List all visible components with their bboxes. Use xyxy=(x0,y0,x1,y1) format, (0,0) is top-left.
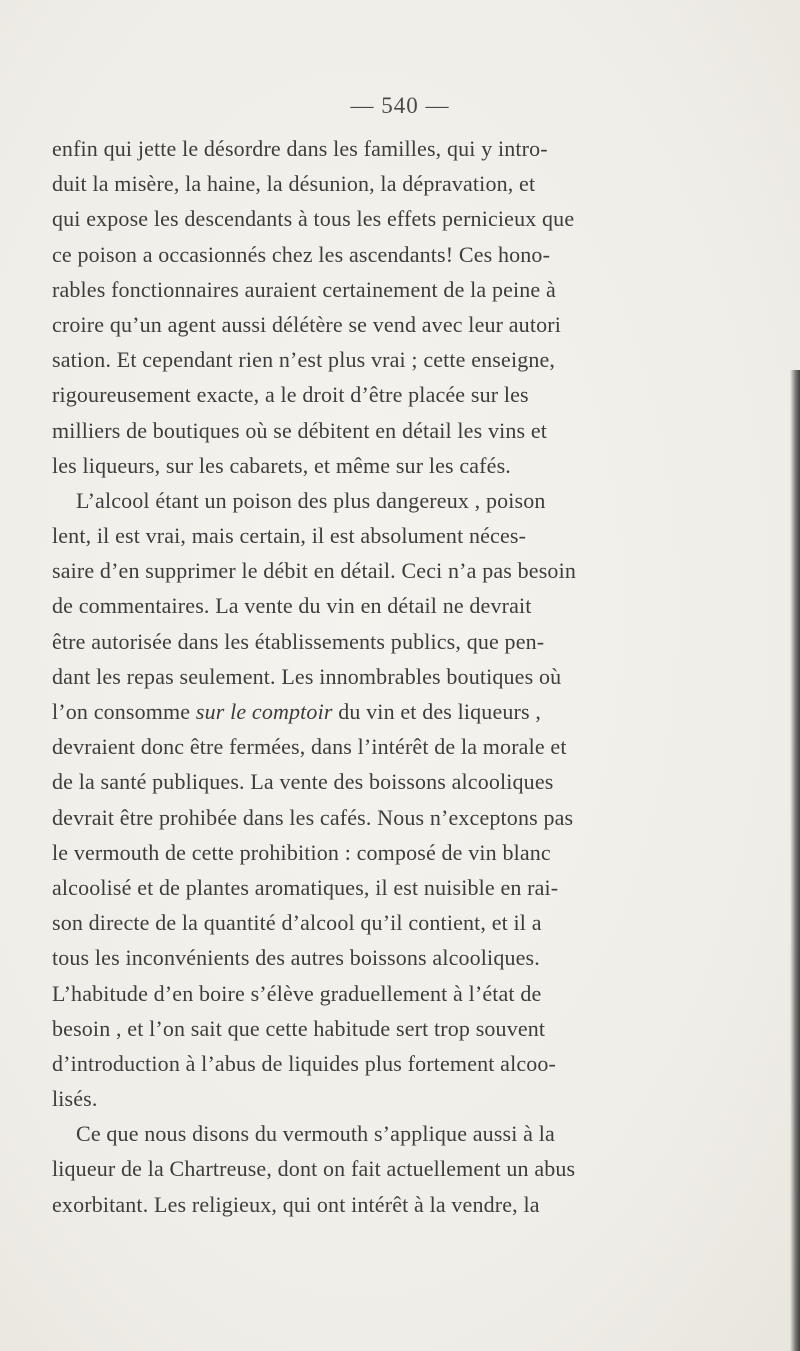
text-line xyxy=(52,307,792,342)
text-segment: lisés. xyxy=(52,1086,98,1112)
text-segment: L’habitude d’en boire s’élève graduellement à l’état de xyxy=(52,980,542,1006)
text-segment: son directe de la quantité d’alcool qu’il contient, et il a xyxy=(52,910,542,936)
text-line xyxy=(52,1011,792,1046)
text-line xyxy=(52,448,792,483)
text-segment: l’on consomme xyxy=(52,699,196,724)
text-line xyxy=(52,1046,792,1081)
text-segment: ce poison a occasionnés chez les ascendants! Ces hono- xyxy=(52,241,551,267)
text-line xyxy=(52,413,792,448)
text-line xyxy=(52,659,792,694)
text-line xyxy=(52,800,792,835)
text-segment: le vermouth de cette prohibition : composé de vin blanc xyxy=(52,839,551,865)
text-segment: besoin , et l’on sait que cette habitude sert trop souvent xyxy=(52,1015,546,1041)
text-line xyxy=(52,624,792,659)
page-number: — 540 — xyxy=(350,93,450,118)
text-segment: du vin et des liqueurs , xyxy=(332,699,542,724)
text-line xyxy=(52,518,792,553)
text-segment: d’introduction à l’abus de liquides plus fortement alcoo- xyxy=(52,1050,557,1076)
text-segment: tous les inconvénients des autres boissons alcooliques. xyxy=(52,945,540,971)
text-line xyxy=(52,483,792,518)
body-text xyxy=(52,131,792,1222)
italic-text-segment: sur le comptoir xyxy=(195,699,333,724)
text-line xyxy=(52,377,792,412)
text-segment: de la santé publiques. La vente des boissons alcooliques xyxy=(52,769,554,795)
text-line xyxy=(52,1187,792,1222)
text-segment: Ce que nous disons du vermouth s’applique aussi à la xyxy=(76,1121,555,1147)
text-segment: de commentaires. La vente du vin en détail ne devrait xyxy=(52,593,532,619)
text-line xyxy=(52,588,792,623)
text-line xyxy=(52,976,792,1011)
text-segment: sation. Et cependant rien n’est plus vrai ; cette enseigne, xyxy=(52,347,556,373)
text-line xyxy=(52,870,792,905)
text-line xyxy=(52,940,792,975)
text-line xyxy=(52,764,792,799)
text-segment: liqueur de la Chartreuse, dont on fait actuellement un abus xyxy=(52,1156,576,1182)
text-line xyxy=(52,694,792,729)
text-segment: rables fonctionnaires auraient certainement de la peine à xyxy=(52,276,556,302)
text-segment: duit la misère, la haine, la désunion, la dépravation, et xyxy=(52,171,536,197)
text-segment: les liqueurs, sur les cabarets, et même sur les cafés. xyxy=(52,452,511,478)
text-line xyxy=(52,729,792,764)
text-line xyxy=(52,272,792,307)
text-segment: qui expose les descendants à tous les effets pernicieux que xyxy=(52,206,575,232)
text-line xyxy=(52,342,792,377)
text-segment: alcoolisé et de plantes aromatiques, il est nuisible en rai- xyxy=(52,874,559,900)
text-segment: être autorisée dans les établissements publics, que pen- xyxy=(52,628,545,654)
text-segment: lent, il est vrai, mais certain, il est absolument néces- xyxy=(52,523,527,549)
text-line xyxy=(52,1081,792,1116)
text-line xyxy=(52,166,792,201)
text-segment: milliers de boutiques où se débitent en détail les vins et xyxy=(52,417,548,443)
text-line xyxy=(52,237,792,272)
page-edge-shadow xyxy=(790,370,800,1351)
text-segment: dant les repas seulement. Les innombrables boutiques où xyxy=(52,663,562,689)
text-segment: enfin qui jette le désordre dans les familles, qui y intro- xyxy=(52,136,548,161)
text-line xyxy=(52,905,792,940)
text-segment: saire d’en supprimer le débit en détail. Ceci n’a pas besoin xyxy=(52,558,576,584)
text-line xyxy=(52,201,792,236)
text-segment: devrait être prohibée dans les cafés. Nous n’exceptons pas xyxy=(52,804,574,830)
text-line xyxy=(52,131,792,166)
text-segment: rigoureusement exacte, a le droit d’être placée sur les xyxy=(52,382,529,408)
text-segment: L’alcool étant un poison des plus dangereux , poison xyxy=(76,487,546,513)
text-segment: croire qu’un agent aussi délétère se vend avec leur autori xyxy=(52,311,561,337)
text-line xyxy=(52,1151,792,1186)
text-segment: exorbitant. Les religieux, qui ont intérêt à la vendre, la xyxy=(52,1191,540,1217)
text-line xyxy=(52,553,792,588)
text-line xyxy=(52,835,792,870)
text-segment: devraient donc être fermées, dans l’intérêt de la morale et xyxy=(52,734,567,760)
text-line xyxy=(52,1116,792,1151)
